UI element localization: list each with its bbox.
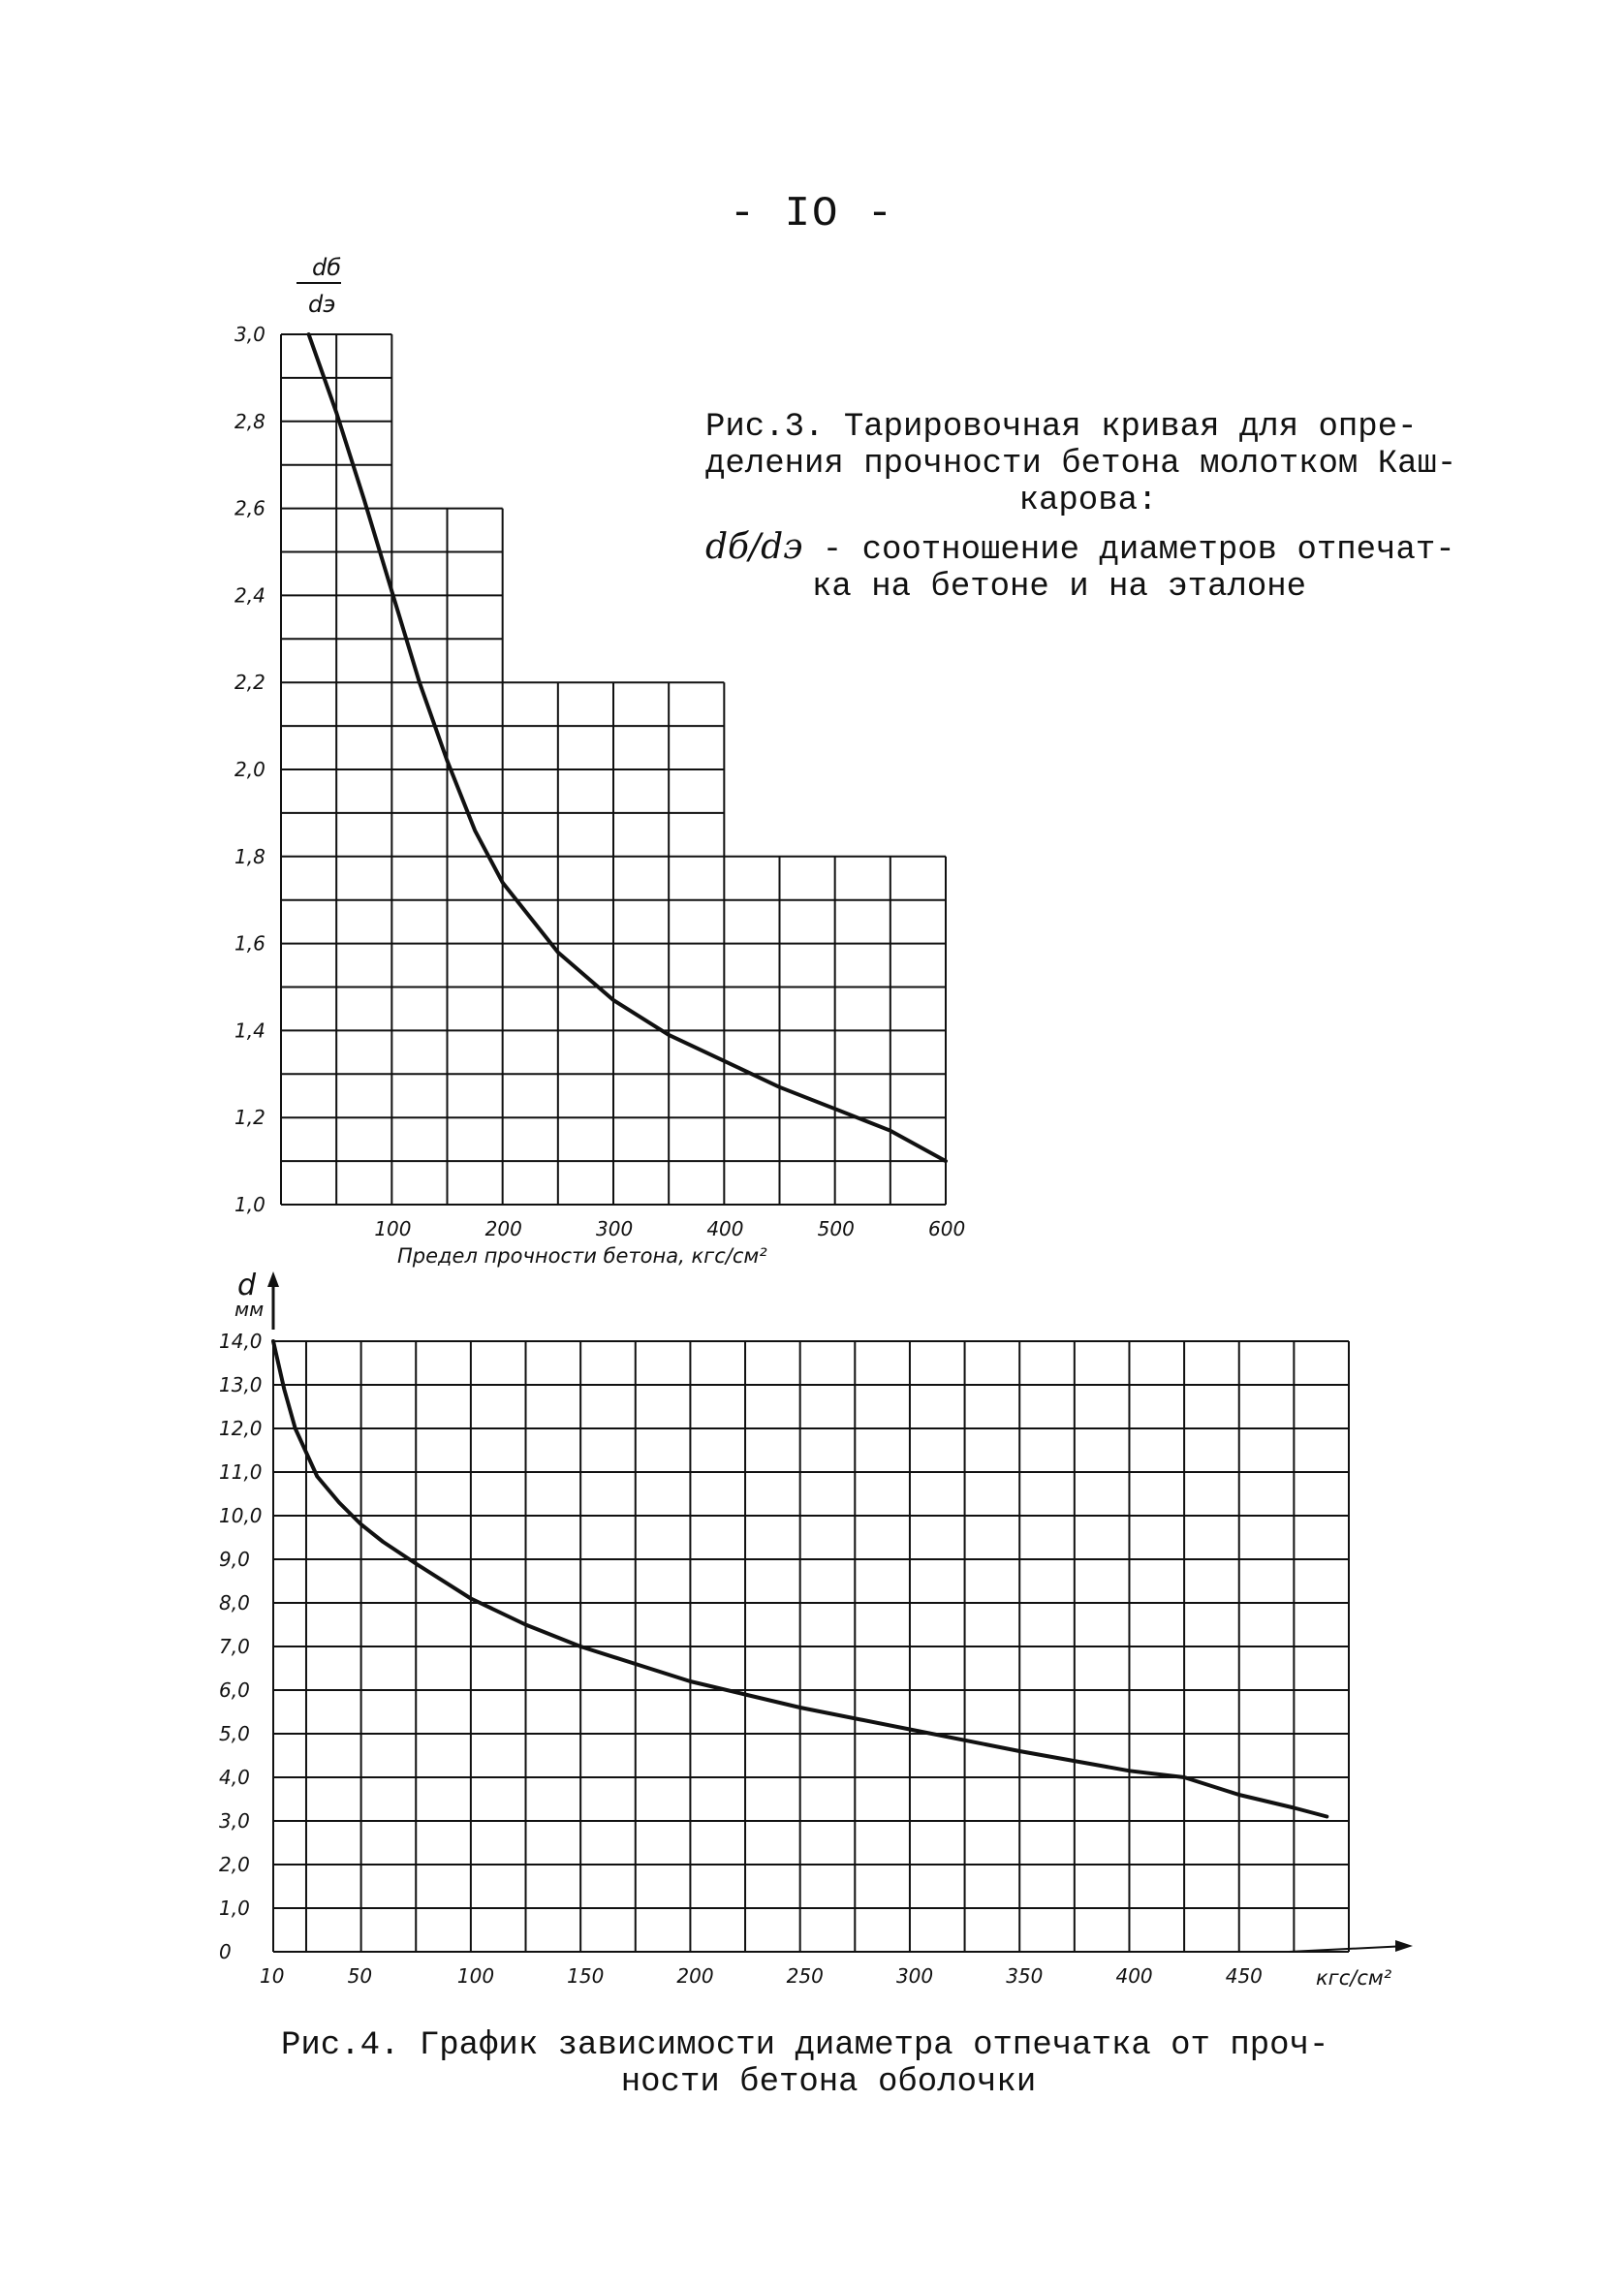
x-tick-label: 100 bbox=[374, 1217, 412, 1240]
figure-3-caption-line2: деления прочности бетона молотком Каш- bbox=[705, 446, 1457, 483]
y-tick-label: 2,0 bbox=[234, 758, 265, 781]
figure-3-caption bbox=[705, 409, 1471, 606]
y-tick-label: 6,0 bbox=[219, 1678, 250, 1702]
y-tick-label: 9,0 bbox=[219, 1548, 250, 1571]
y-tick-label: 2,8 bbox=[234, 409, 265, 433]
figure-4-y-label-unit: мм bbox=[234, 1298, 265, 1321]
figure-3-caption-ratio: dб/dэ bbox=[705, 527, 803, 567]
figure-3-x-axis-label: Предел прочности бетона, кгс/см² bbox=[397, 1244, 767, 1268]
figure-4-caption bbox=[281, 2027, 1376, 2101]
x-tick-label: 300 bbox=[596, 1217, 634, 1240]
figure-4-x-arrow-head bbox=[1395, 1940, 1413, 1952]
y-tick-label: 0 bbox=[219, 1940, 232, 1963]
figure-3-caption-line5: ка на бетоне и на эталоне bbox=[812, 569, 1307, 606]
x-tick-label: 10 bbox=[260, 1964, 285, 1988]
y-tick-label: 1,0 bbox=[219, 1897, 250, 1920]
figure-4-y-label-d: d bbox=[237, 1269, 257, 1302]
y-tick-label: 4,0 bbox=[219, 1766, 250, 1789]
y-tick-label: 2,4 bbox=[234, 583, 265, 608]
figure-4-caption-line2: ности бетона оболочки bbox=[620, 2064, 1037, 2101]
x-tick-label: 400 bbox=[706, 1217, 744, 1240]
y-tick-label: 2,6 bbox=[234, 496, 265, 520]
y-tick-label: 1,4 bbox=[234, 1019, 265, 1043]
x-tick-label: 200 bbox=[676, 1964, 714, 1988]
figure-4-x-axis-label: кгс/см² bbox=[1316, 1966, 1392, 1990]
x-tick-label: 500 bbox=[817, 1217, 855, 1240]
x-tick-label: 400 bbox=[1115, 1964, 1153, 1988]
x-tick-label: 150 bbox=[567, 1964, 605, 1988]
y-tick-label: 1,6 bbox=[234, 931, 265, 956]
y-tick-label: 14,0 bbox=[219, 1330, 263, 1353]
x-tick-label: 100 bbox=[456, 1964, 495, 1988]
y-tick-label: 8,0 bbox=[219, 1591, 250, 1615]
y-tick-label: 2,2 bbox=[234, 671, 265, 695]
x-tick-label: 200 bbox=[484, 1217, 522, 1240]
figure-3-caption-line1: Рис.3. Тарировочная кривая для опре- bbox=[705, 409, 1418, 446]
y-label-numerator: dб bbox=[312, 254, 342, 281]
y-tick-label: 13,0 bbox=[219, 1373, 263, 1396]
y-tick-label: 5,0 bbox=[219, 1722, 250, 1745]
y-tick-label: 11,0 bbox=[219, 1460, 263, 1484]
x-tick-label: 450 bbox=[1225, 1964, 1263, 1988]
y-tick-label: 1,2 bbox=[234, 1106, 265, 1130]
figure-4-grid bbox=[273, 1341, 1349, 1952]
y-tick-label: 1,0 bbox=[234, 1193, 265, 1216]
figure-4-y-arrow-head bbox=[267, 1271, 279, 1287]
figure-4-caption-line1: Рис.4. График зависимости диаметра отпечатка от проч- bbox=[281, 2027, 1329, 2064]
figure-3-caption-line4: - соотношение диаметров отпечат- bbox=[802, 532, 1455, 569]
x-tick-label: 350 bbox=[1006, 1964, 1044, 1988]
y-tick-label: 12,0 bbox=[219, 1417, 263, 1440]
x-tick-label: 600 bbox=[928, 1217, 966, 1240]
figure-3-caption-line3: карова: bbox=[1018, 483, 1158, 519]
y-tick-label: 7,0 bbox=[219, 1635, 250, 1658]
x-tick-label: 300 bbox=[895, 1964, 934, 1988]
y-tick-label: 10,0 bbox=[219, 1504, 263, 1527]
y-tick-label: 2,0 bbox=[219, 1853, 250, 1876]
y-tick-label: 3,0 bbox=[234, 323, 265, 346]
page-number: - IO - bbox=[729, 190, 895, 238]
y-label-denominator: dэ bbox=[308, 291, 336, 318]
x-tick-label: 250 bbox=[786, 1964, 824, 1988]
y-tick-label: 1,8 bbox=[234, 844, 265, 868]
y-tick-label: 3,0 bbox=[219, 1809, 250, 1833]
x-tick-label: 50 bbox=[347, 1964, 373, 1988]
